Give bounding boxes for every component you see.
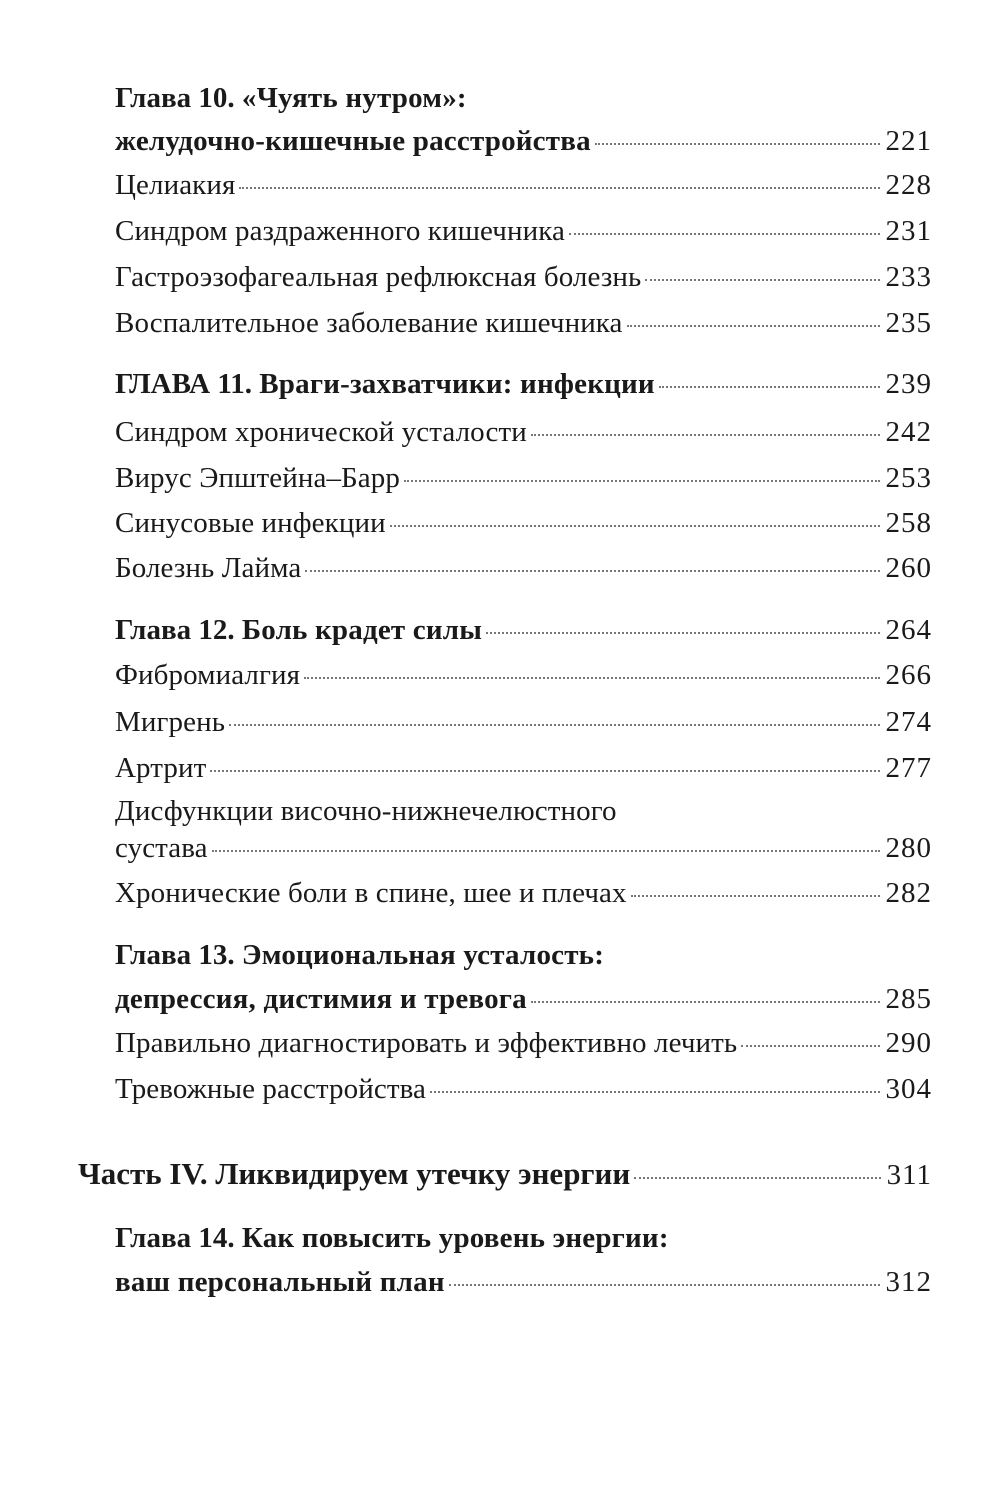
dot-leader: [229, 724, 879, 726]
chapter-title-cont: желудочно-кишечные расстройства: [115, 125, 591, 157]
dot-leader: [449, 1284, 880, 1286]
toc-item[interactable]: [115, 1071, 932, 1107]
toc-chapter-13[interactable]: [115, 981, 932, 1017]
item-label: Тревожные расстройства: [115, 1073, 427, 1105]
toc-item[interactable]: [115, 505, 932, 541]
page-number: 266: [885, 659, 932, 691]
dot-leader: [627, 325, 880, 327]
page-number: 264: [885, 614, 932, 646]
dot-leader: [531, 1001, 880, 1003]
dot-leader: [645, 279, 879, 281]
item-label: Синусовые инфекции: [115, 507, 386, 539]
chapter-title: Эмоциональная усталость:: [241, 939, 605, 971]
chapter-title: Боль крадет силы: [241, 614, 483, 646]
page-number: 242: [885, 416, 932, 448]
chapter-prefix: Глава 14.: [115, 1222, 235, 1254]
chapter-title: «Чуять нутром»:: [241, 82, 467, 114]
toc-item[interactable]: [115, 550, 932, 586]
dot-leader: [305, 570, 879, 572]
dot-leader: [595, 143, 880, 145]
page-number: 304: [885, 1073, 932, 1105]
page-number: 280: [885, 832, 932, 864]
page-number: 274: [885, 706, 932, 738]
page-number: 231: [885, 215, 932, 247]
dot-leader: [390, 525, 880, 527]
toc-item-first-line[interactable]: [115, 793, 932, 829]
item-label: Мигрень: [115, 706, 226, 738]
page-number: 235: [885, 307, 932, 339]
toc-item[interactable]: [115, 414, 932, 450]
part-title: Часть IV. Ликвидируем утечку энергии: [78, 1156, 631, 1191]
dot-leader: [741, 1045, 879, 1047]
toc-item[interactable]: [115, 460, 932, 496]
chapter-prefix: ГЛАВА 11.: [115, 368, 252, 400]
toc-chapter-13-heading[interactable]: [115, 937, 932, 973]
dot-leader: [531, 434, 880, 436]
page-number: 258: [885, 507, 932, 539]
chapter-title: Враги-захватчики: инфекции: [259, 368, 655, 400]
toc-chapter-12[interactable]: [115, 612, 932, 648]
item-label: Синдром раздраженного кишечника: [115, 215, 565, 247]
toc-item[interactable]: [115, 167, 932, 203]
chapter-title: Как повысить уровень энергии:: [241, 1222, 669, 1254]
page-number: 221: [885, 125, 932, 157]
dot-leader: [304, 677, 879, 679]
dot-leader: [430, 1091, 879, 1093]
chapter-prefix: Глава 12.: [115, 614, 235, 646]
toc-item[interactable]: [115, 259, 932, 295]
page-number: 311: [886, 1159, 932, 1191]
item-label: Воспалительное заболевание кишечника: [115, 307, 623, 339]
dot-leader: [239, 187, 879, 189]
dot-leader: [659, 386, 880, 388]
item-label-cont: сустава: [115, 832, 208, 864]
page-number: 282: [885, 877, 932, 909]
toc-chapter-10-heading[interactable]: [115, 80, 932, 116]
dot-leader: [404, 480, 880, 482]
toc-chapter-14[interactable]: [115, 1264, 932, 1300]
chapter-title-cont: ваш персональный план: [115, 1266, 445, 1298]
toc-item[interactable]: [115, 1025, 932, 1061]
dot-leader: [210, 770, 879, 772]
dot-leader: [631, 895, 880, 897]
page-number: 239: [885, 368, 932, 400]
page-number: 285: [885, 983, 932, 1015]
toc-chapter-11[interactable]: [115, 366, 932, 402]
page-number: 290: [885, 1027, 932, 1059]
item-label: Дисфункции височно-нижнечелюстного: [115, 795, 617, 827]
page-number: 233: [885, 261, 932, 293]
item-label: Гастроэзофагеальная рефлюксная болезнь: [115, 261, 642, 293]
page-number: 312: [885, 1266, 932, 1298]
chapter-title-cont: депрессия, дистимия и тревога: [115, 983, 527, 1015]
dot-leader: [569, 233, 880, 235]
item-label: Синдром хронической усталости: [115, 416, 527, 448]
toc-item[interactable]: [115, 213, 932, 249]
toc-item[interactable]: [115, 830, 932, 866]
item-label: Целиакия: [115, 169, 236, 201]
toc-item[interactable]: [115, 875, 932, 911]
page-number: 253: [885, 462, 932, 494]
item-label: Вирус Эпштейна–Барр: [115, 462, 400, 494]
dot-leader: [486, 632, 879, 634]
item-label: Правильно диагностировать и эффективно лечить: [115, 1027, 738, 1059]
item-label: Фибромиалгия: [115, 659, 301, 691]
page-number: 228: [885, 169, 932, 201]
toc-chapter-14-heading[interactable]: [115, 1220, 932, 1256]
toc-part-4[interactable]: [78, 1156, 932, 1193]
dot-leader: [634, 1177, 880, 1179]
toc-item[interactable]: [115, 657, 932, 693]
page-number: 260: [885, 552, 932, 584]
page-number: 277: [885, 752, 932, 784]
item-label: Хронические боли в спине, шее и плечах: [115, 877, 627, 909]
item-label: Болезнь Лайма: [115, 552, 302, 584]
toc-chapter-10[interactable]: [115, 123, 932, 159]
chapter-prefix: Глава 13.: [115, 939, 235, 971]
toc-item[interactable]: [115, 305, 932, 341]
item-label: Артрит: [115, 752, 207, 784]
toc-item[interactable]: [115, 704, 932, 740]
chapter-prefix: Глава 10.: [115, 82, 235, 114]
dot-leader: [212, 850, 880, 852]
toc-item[interactable]: [115, 750, 932, 786]
